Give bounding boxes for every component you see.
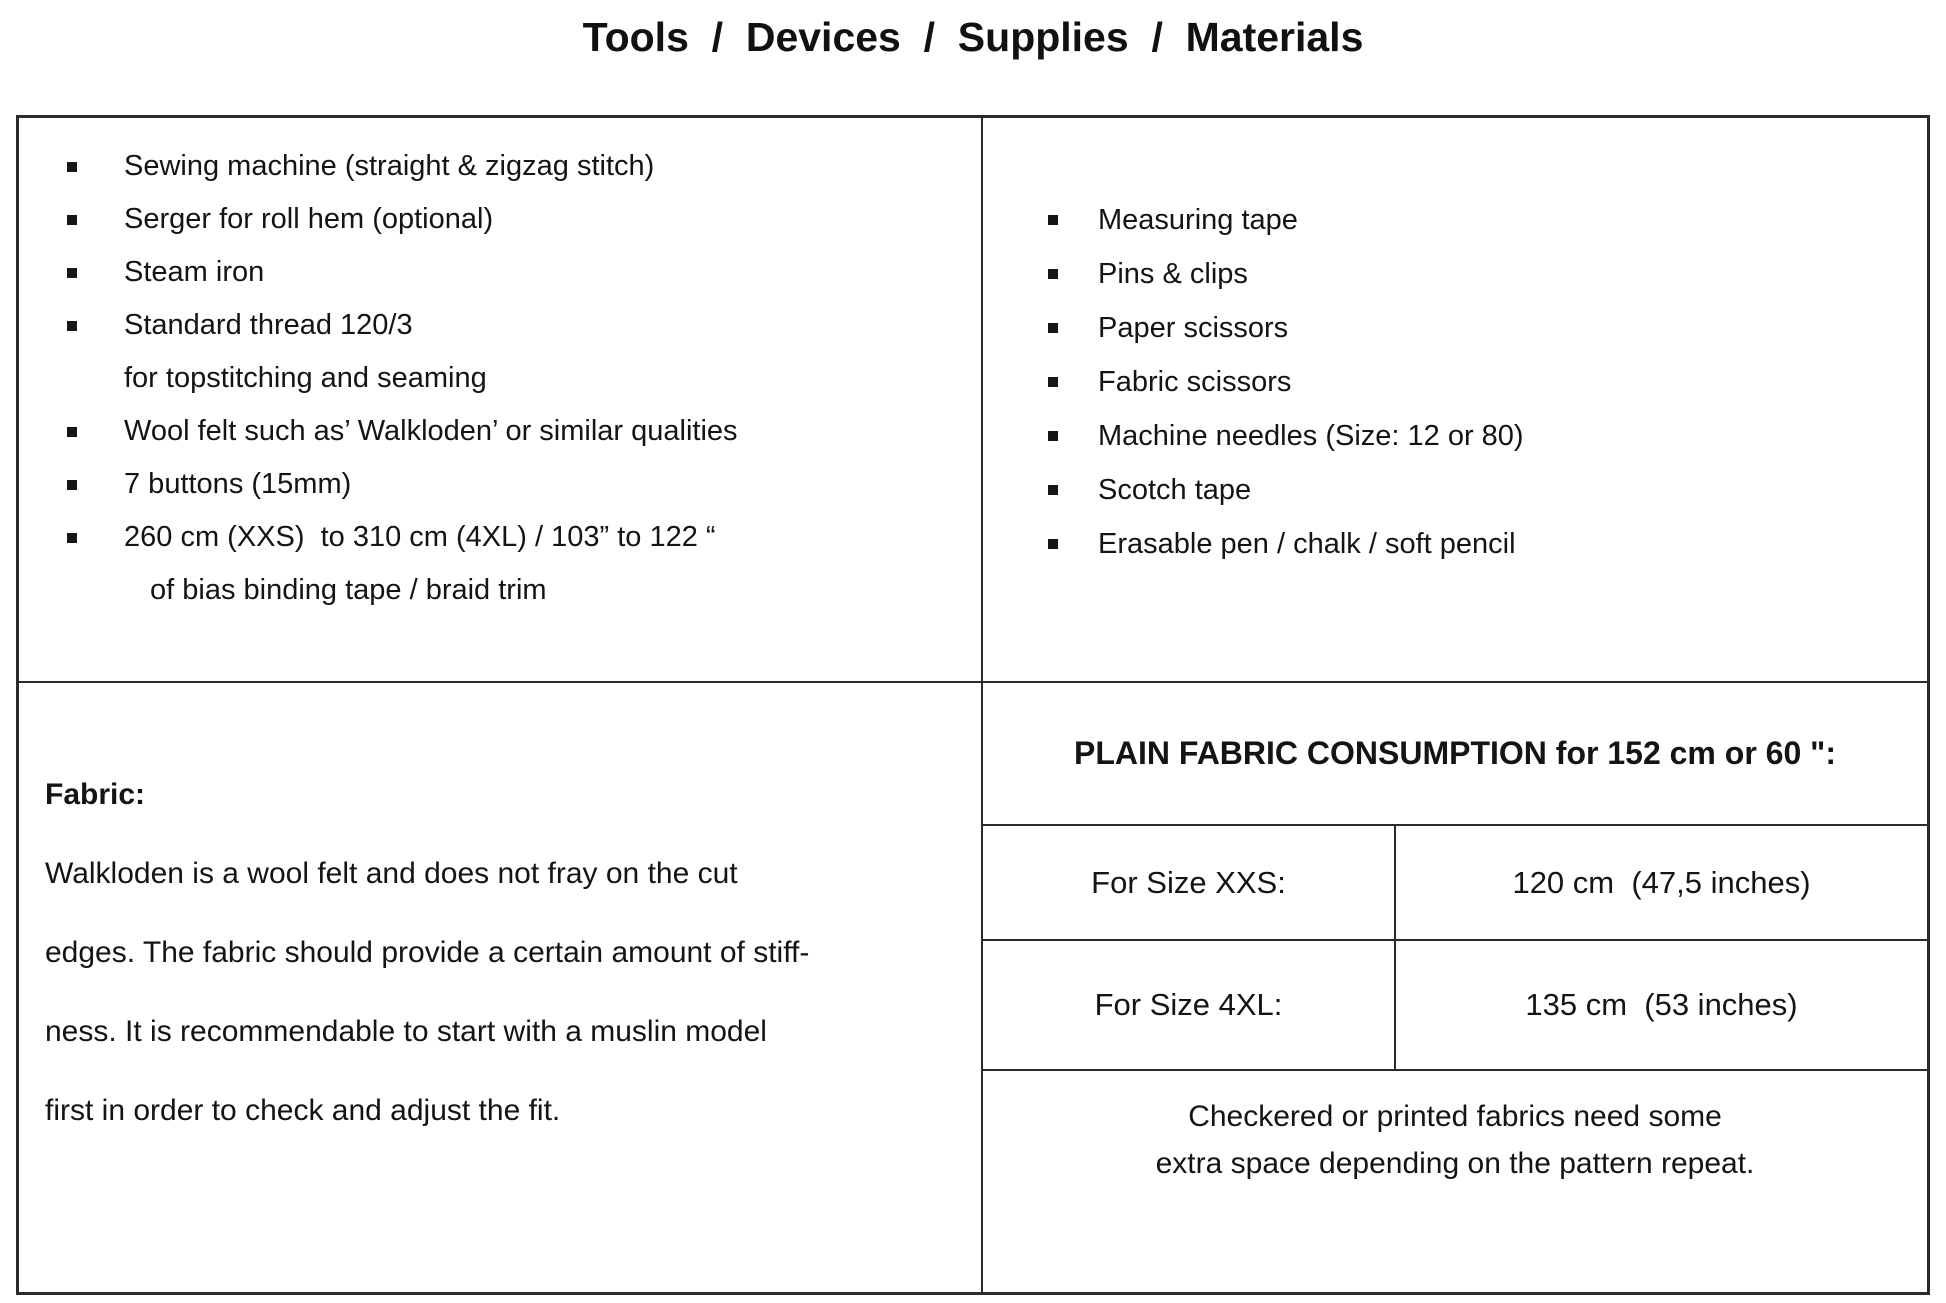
- list-item-text: of bias binding tape / braid trim: [150, 574, 547, 606]
- list-item-text: Fabric scissors: [1098, 365, 1292, 398]
- consumption-header: PLAIN FABRIC CONSUMPTION for 152 cm or 60 ":: [983, 683, 1927, 826]
- list-item: [67, 299, 971, 352]
- table-row: [983, 826, 1927, 941]
- bullet-square-icon: [1048, 269, 1058, 279]
- list-item: [67, 193, 971, 246]
- fabric-heading: Fabric:: [45, 777, 146, 811]
- list-item: [67, 140, 971, 193]
- fabric-text-line: ness. It is recommendable to start with a muslin model: [45, 1014, 767, 1048]
- main-table: [16, 115, 1930, 1295]
- list-item-continuation: [67, 564, 971, 617]
- list-item-text: 260 cm (XXS) to 310 cm (4XL) / 103” to 122 “: [124, 521, 716, 553]
- list-item: [67, 511, 971, 564]
- list-item-text: Steam iron: [124, 256, 265, 288]
- size-label: For Size 4XL:: [983, 941, 1396, 1069]
- bullet-square-icon: [67, 480, 77, 490]
- note-line: Checkered or printed fabrics need some: [1188, 1100, 1722, 1133]
- bullet-square-icon: [67, 215, 77, 225]
- list-item-text: for topstitching and seaming: [124, 362, 487, 394]
- bullet-square-icon: [67, 427, 77, 437]
- size-value: 135 cm (53 inches): [1525, 987, 1798, 1022]
- list-item-text: Erasable pen / chalk / soft pencil: [1098, 527, 1516, 560]
- fabric-cell: [19, 683, 983, 1292]
- fabric-text-line: Walkloden is a wool felt and does not fray on the cut: [45, 856, 738, 890]
- list-item-text: Standard thread 120/3: [124, 309, 413, 341]
- fabric-text-line: edges. The fabric should provide a certain amount of stiff-: [45, 935, 810, 969]
- list-item: [1048, 301, 1917, 355]
- list-item-text: Measuring tape: [1098, 203, 1298, 236]
- list-item-text: 7 buttons (15mm): [124, 468, 352, 500]
- list-item: [67, 246, 971, 299]
- list-item: [67, 405, 971, 458]
- consumption-cell: [983, 683, 1927, 1292]
- list-item-text: Wool felt such as’ Walkloden’ or similar qualities: [124, 415, 738, 447]
- list-item: [1048, 409, 1917, 463]
- supplies-list-cell: [983, 118, 1927, 683]
- fabric-text-line: first in order to check and adjust the fit.: [45, 1093, 561, 1127]
- list-item: [1048, 247, 1917, 301]
- bullet-square-icon: [1048, 539, 1058, 549]
- bullet-square-icon: [67, 162, 77, 172]
- size-value: 120 cm (47,5 inches): [1512, 864, 1811, 900]
- list-item-text: Pins & clips: [1098, 257, 1248, 290]
- note-line: extra space depending on the pattern repeat.: [1155, 1147, 1755, 1180]
- list-item: [1048, 463, 1917, 517]
- bullet-square-icon: [67, 321, 77, 331]
- bullet-square-icon: [1048, 323, 1058, 333]
- list-item-text: Paper scissors: [1098, 311, 1289, 344]
- list-item-text: Scotch tape: [1098, 473, 1252, 506]
- bullet-square-icon: [67, 268, 77, 278]
- bullet-square-icon: [1048, 377, 1058, 387]
- list-item-continuation: [67, 352, 971, 405]
- bullet-square-icon: [1048, 215, 1058, 225]
- bullet-square-icon: [67, 533, 77, 543]
- consumption-note: [983, 1071, 1927, 1187]
- table-row: [983, 941, 1927, 1071]
- list-item-text: Machine needles (Size: 12 or 80): [1098, 419, 1524, 452]
- list-item: [1048, 193, 1917, 247]
- list-item-text: Serger for roll hem (optional): [124, 203, 494, 235]
- size-label: For Size XXS:: [983, 826, 1396, 939]
- list-item: [1048, 355, 1917, 409]
- bullet-square-icon: [1048, 431, 1058, 441]
- tools-list-cell: [19, 118, 983, 683]
- list-item: [67, 458, 971, 511]
- list-item: [1048, 517, 1917, 571]
- page-title: Tools / Devices / Supplies / Materials: [582, 14, 1364, 60]
- bullet-square-icon: [1048, 485, 1058, 495]
- list-item-text: Sewing machine (straight & zigzag stitch): [124, 150, 655, 182]
